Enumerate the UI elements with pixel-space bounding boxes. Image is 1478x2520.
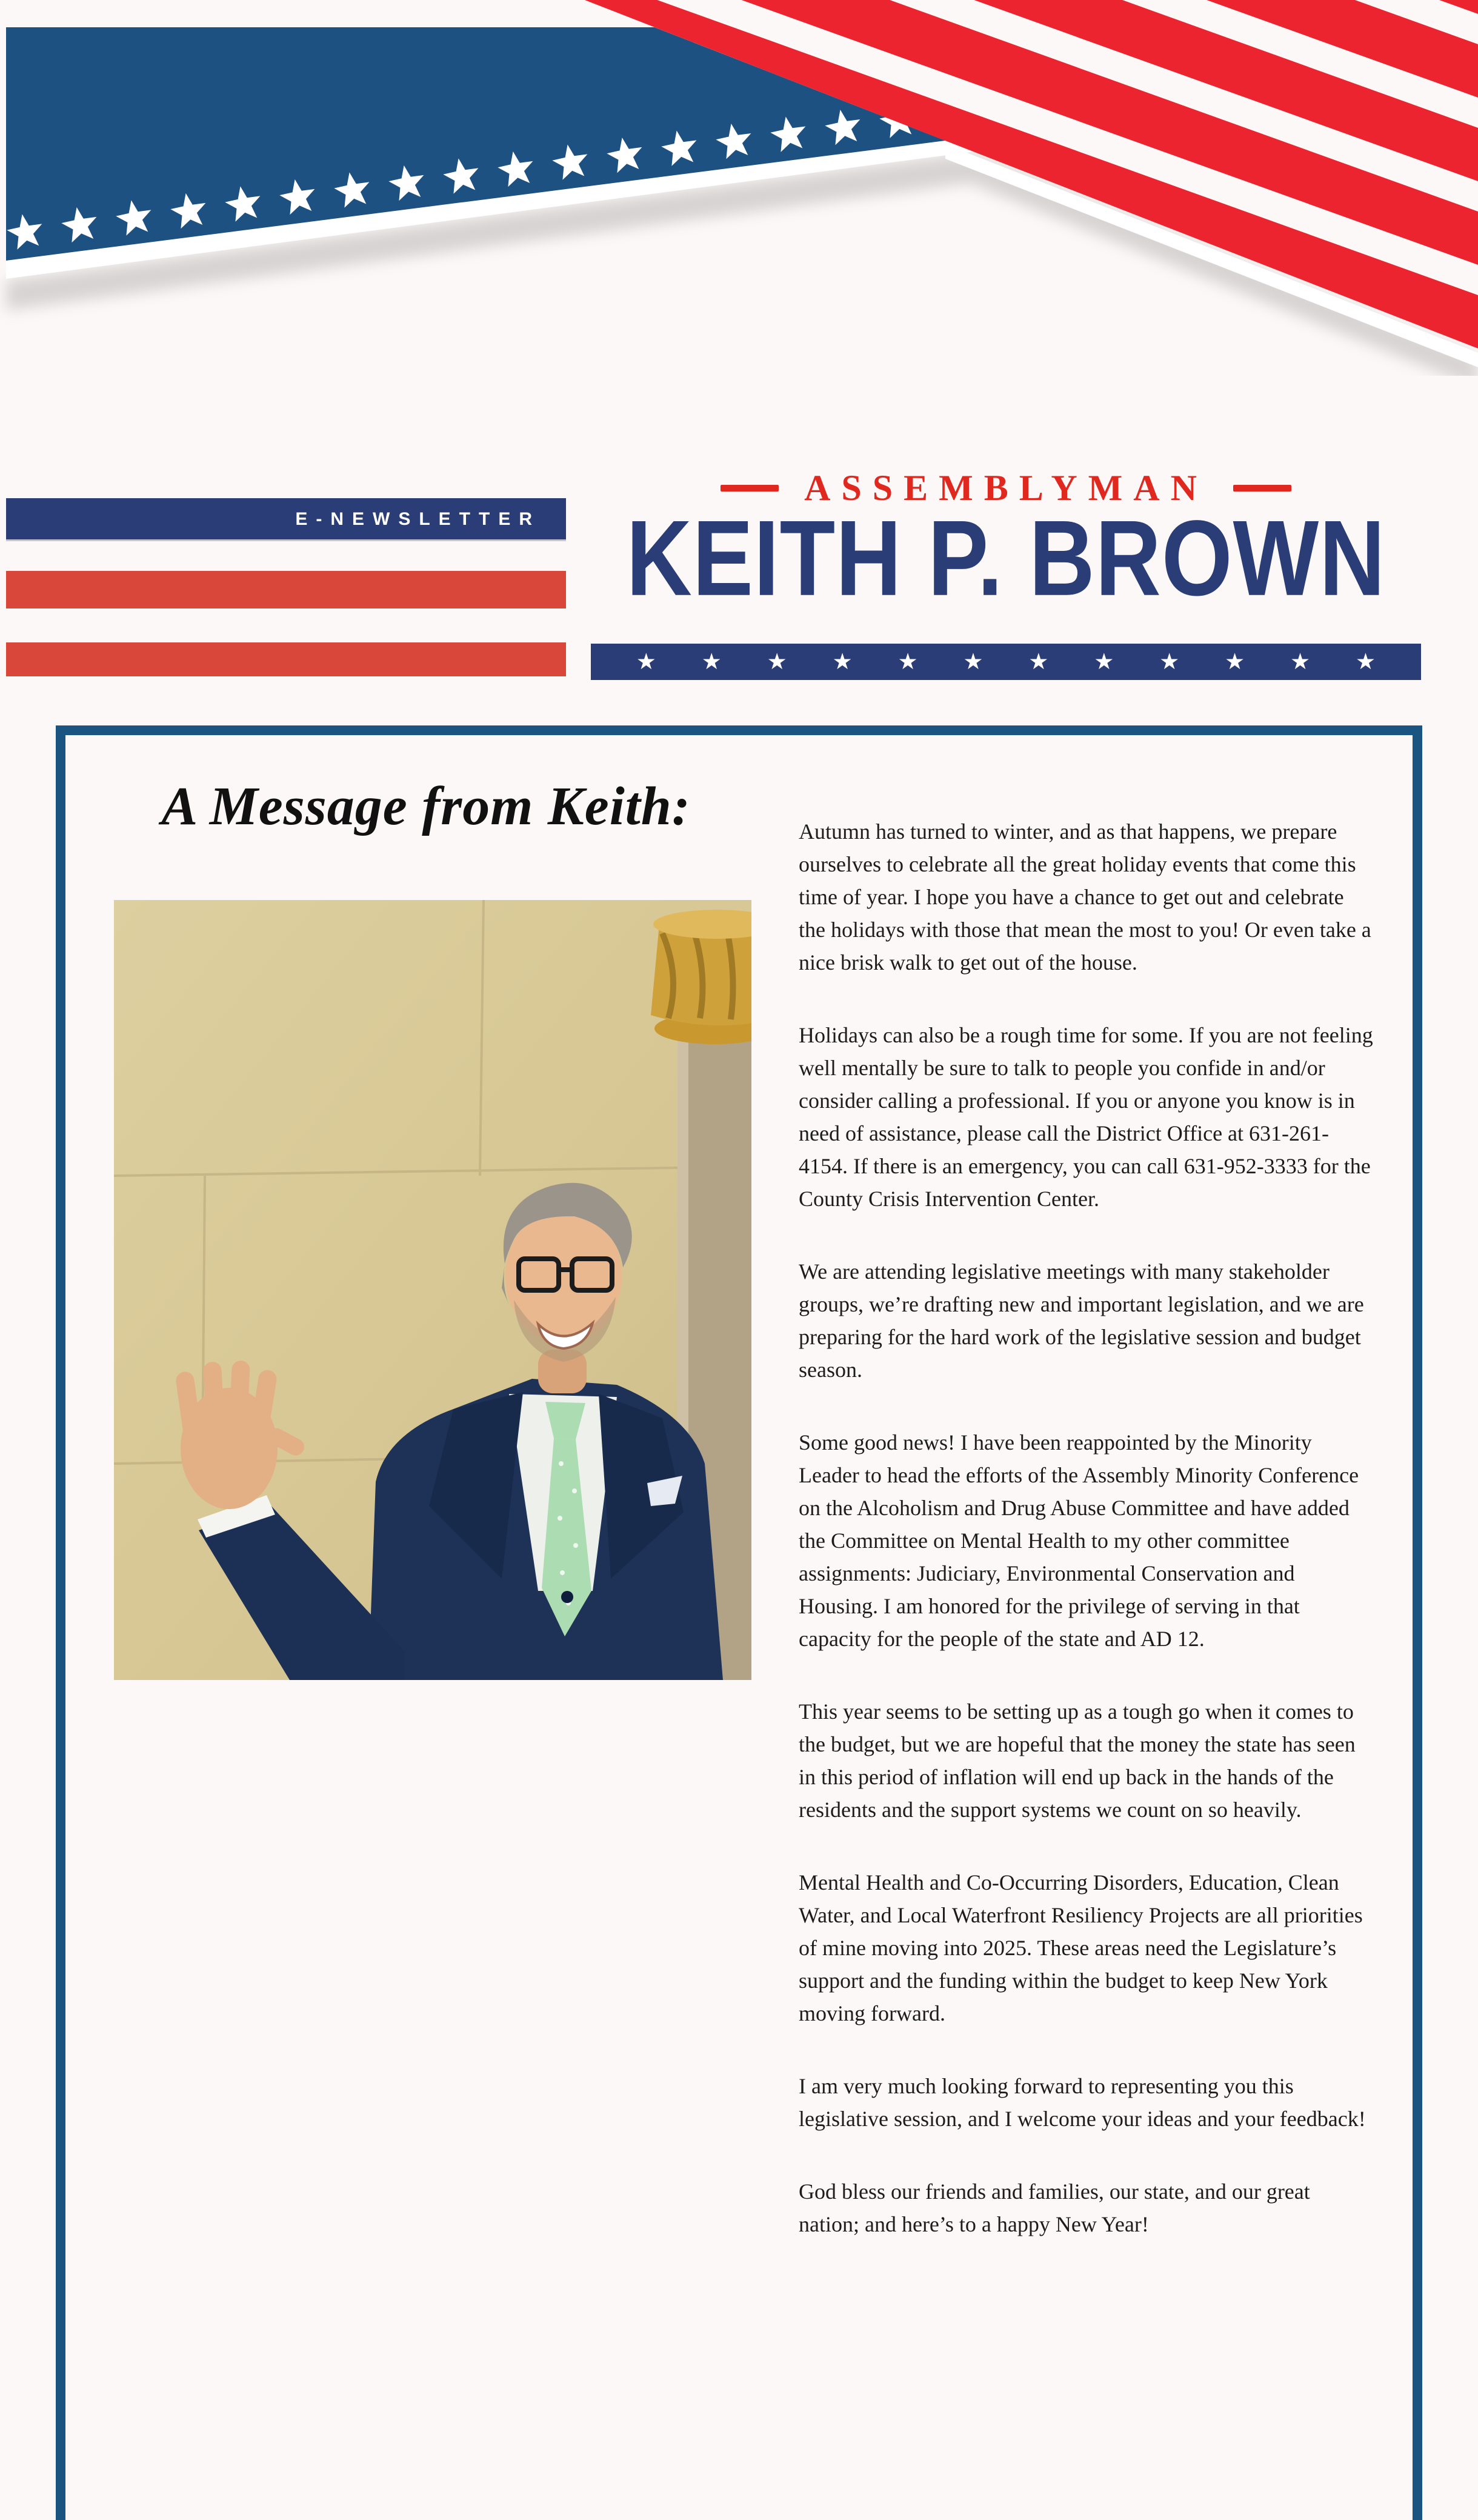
message-paragraph: This year seems to be setting up as a tough go when it comes to the budget, but we are hopeful that the money the state has seen in this period of inflation will end up back in the hands of the residents and the support systems we count on so heavily. bbox=[799, 1699, 1356, 1822]
red-dash bbox=[1233, 485, 1291, 492]
message-paragraph: I am very much looking forward to representing you this legislative session, and I welcome your ideas and your feedback! bbox=[799, 2074, 1366, 2131]
masthead bbox=[591, 467, 1421, 618]
star-icon: ★ bbox=[1225, 648, 1245, 675]
stripes-white-edge bbox=[945, 144, 1478, 367]
patriotic-banner bbox=[0, 0, 1478, 376]
message-heading: A Message from Keith: bbox=[161, 776, 691, 836]
star-icon: ★ bbox=[832, 648, 853, 675]
message-paragraph: Mental Health and Co-Occurring Disorders, Education, Clean Water, and Local Waterfront Resiliency Projects are all priorities of mine moving into 2025. These areas need the Legislature’s support and the funding within the budget to keep New York moving forward. bbox=[799, 1870, 1363, 2025]
message-paragraph: Autumn has turned to winter, and as that happens, we prepare ourselves to celebrate all the great holiday events that come this time of year. I hope you have a chance to get out and celebrate the holidays with those that mean the most to you! Or even take a nice brisk walk to get out of the house. bbox=[799, 819, 1371, 975]
enewsletter-banner: E-NEWSLETTER bbox=[6, 498, 566, 539]
message-section bbox=[56, 725, 1422, 2520]
message-paragraph: Holidays can also be a rough time for some. If you are not feeling well mentally be sure to talk to people you confide in and/or consider calling a professional. If you or anyone you know is in need of assistance, please call the District Office at 631-261-4154. If there is an emergency, you can call 631-952-3333 for the County Crisis Intervention Center. bbox=[799, 1023, 1373, 1211]
star-icon: ★ bbox=[1355, 648, 1376, 675]
star-icon: ★ bbox=[636, 648, 656, 675]
star-icon: ★ bbox=[701, 648, 722, 675]
message-paragraph: We are attending legislative meetings with many stakeholder groups, we’re drafting new and important legislation, and we are preparing for the hard work of the legislative session and budget season. bbox=[799, 1259, 1364, 1382]
header-star-bar bbox=[591, 644, 1421, 680]
star-icon: ★ bbox=[767, 648, 787, 675]
red-dash bbox=[721, 485, 779, 492]
message-paragraph: God bless our friends and families, our state, and our great nation; and here’s to a happy New Year! bbox=[799, 2179, 1310, 2236]
message-body bbox=[799, 815, 1376, 2281]
star-icon: ★ bbox=[1028, 648, 1049, 675]
star-icon: ★ bbox=[963, 648, 984, 675]
header-red-bar bbox=[6, 642, 566, 676]
assemblyman-name: KEITH P. BROWN bbox=[626, 498, 1386, 618]
message-paragraph: Some good news! I have been reappointed by the Minority Leader to head the efforts of the Assembly Minority Conference on the Alcoholism and Drug Abuse Committee and have added the Committee on Mental Health to my other committee assignments: Judiciary, Environmental Conservation and Housing. I am honored for the privilege of serving in that capacity for the people of the state and AD 12. bbox=[799, 1430, 1359, 1651]
assemblyman-title: ASSEMBLYMAN bbox=[804, 467, 1208, 508]
star-icon: ★ bbox=[1290, 648, 1311, 675]
photo-keith-brown bbox=[114, 900, 751, 1680]
star-icon: ★ bbox=[1159, 648, 1180, 675]
header-red-bar bbox=[6, 571, 566, 608]
star-icon: ★ bbox=[1094, 648, 1114, 675]
star-icon: ★ bbox=[897, 648, 918, 675]
